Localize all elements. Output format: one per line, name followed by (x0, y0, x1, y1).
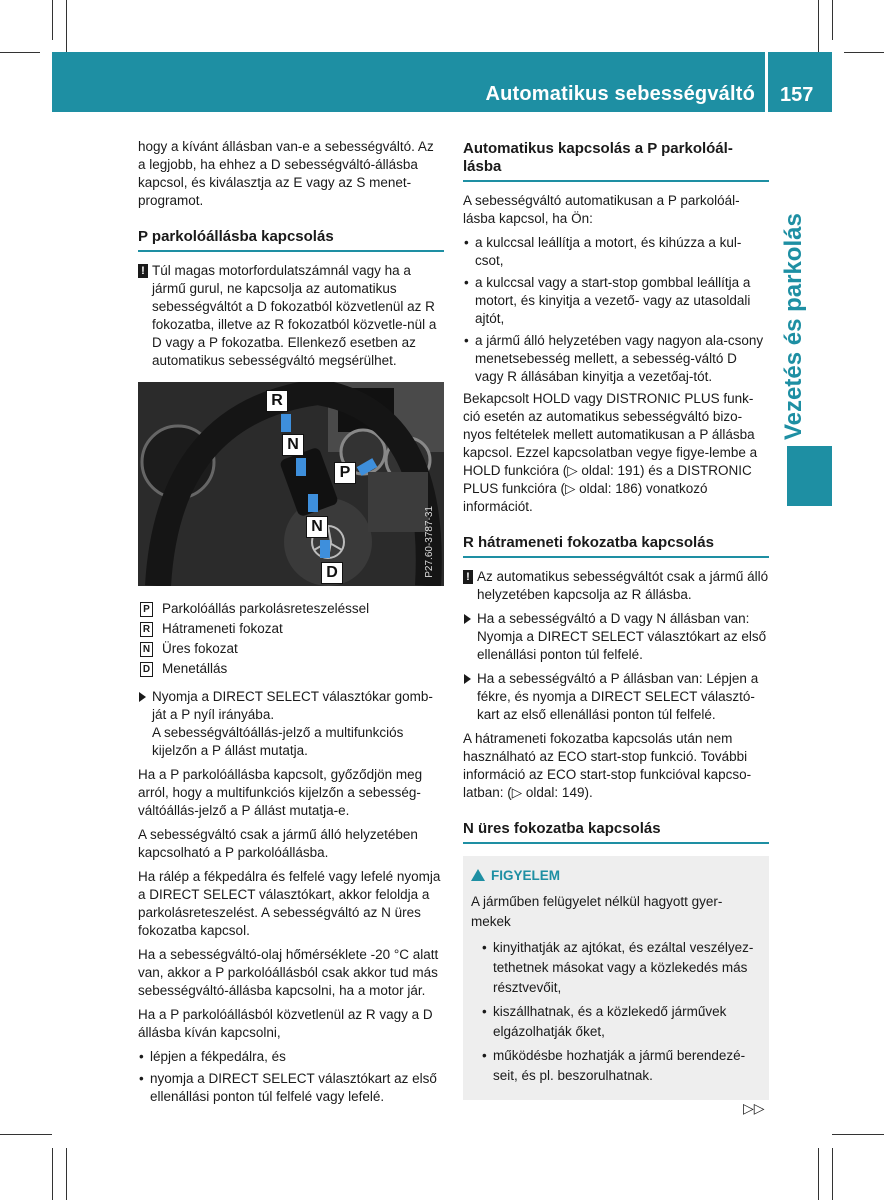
gear-selector-figure (138, 382, 444, 586)
list-item: • működésbe hozhatják a jármű berendezé-seit, és pl. beszorulhatnak. (481, 1046, 759, 1086)
gear-label-n-bottom: N (306, 516, 328, 538)
left-column (138, 138, 444, 1110)
gear-label-n-top: N (282, 434, 304, 456)
caution-note: ! Az automatikus sebességváltót csak a jármű álló helyzetében kapcsolja az R állásba. (463, 568, 769, 604)
arrow-up-icon (281, 414, 291, 432)
legend-item: D Menetállás (138, 660, 444, 678)
instruction-step: Ha a sebességváltó a P állásban van: Lépjen a fékre, és nyomja a DIRECT SELECT választó-kart az első ellenállási ponton túl felfelé. (463, 670, 769, 724)
list-item: • kinyithatják az ajtókat, és ezáltal veszélyez-tethetnek másokat vagy a közlekedés más résztvevőit, (481, 938, 759, 998)
list-item: • a jármű álló helyzetében vagy nagyon ala-csony menetsebesség mellett, a sebesség-váltó D vagy R állásában kinyitja a vezetőaj-tót. (463, 332, 769, 386)
crop-mark (0, 52, 40, 53)
step-arrow-icon (464, 674, 471, 684)
crop-mark (818, 0, 819, 52)
crop-mark (0, 1134, 52, 1135)
step-arrow-icon (464, 614, 471, 624)
warning-intro: A járműben felügyelet nélkül hagyott gyer-mekek (471, 894, 723, 929)
arrow-up-icon (296, 458, 306, 476)
crop-mark (832, 1134, 884, 1135)
figure-legend (138, 600, 444, 678)
paragraph: Ha a sebességváltó-olaj hőmérséklete -20 °C alatt van, akkor a P parkolóállásból csak akkor tud más sebességváltó-állásba kapcsolni, ha a motor jár. (138, 947, 439, 998)
key-p-icon: P (140, 602, 153, 617)
warning-triangle-icon (471, 869, 485, 881)
list-item: • a kulccsal vagy a start-stop gombbal leállítja a motort, és kinyitja a vezető- vagy az utasoldali ajtót, (463, 274, 769, 328)
crop-mark (844, 52, 884, 53)
legend-item: R Hátrameneti fokozat (138, 620, 444, 638)
paragraph: A sebességváltó automatikusan a P parkolóál-lásba kapcsol, ha Ön: (463, 193, 740, 226)
right-column (463, 138, 769, 1100)
paragraph: Ha a P parkolóállásba kapcsolt, győződjön meg arról, hogy a multifunkciós kijelzőn a sebesség-váltóállás-jelző a P állást mutatja-e. (138, 767, 423, 818)
section-heading-reverse: R hátrameneti fokozatba kapcsolás (463, 534, 769, 558)
paragraph: A sebességváltó csak a jármű álló helyzetében kapcsolható a P parkolóállásba. (138, 827, 418, 860)
arrow-down-icon (320, 540, 330, 558)
figure-code: P27.60-3787-31 (424, 506, 435, 578)
step-result: A sebességváltóállás-jelző a multifunkciós kijelzőn a P állást mutatja. (152, 725, 404, 758)
list-item: • nyomja a DIRECT SELECT választókart az első ellenállási ponton túl felfelé vagy lefelé. (138, 1070, 444, 1106)
header-bar (52, 52, 765, 112)
crop-mark (66, 1148, 67, 1200)
instruction-step: Ha a sebességváltó a D vagy N állásban van: Nyomja a DIRECT SELECT választókart az első ellenállási ponton túl felfelé. (463, 610, 769, 664)
instruction-step: Nyomja a DIRECT SELECT választókar gomb-ját a P nyíl irányába. A sebességváltóállás-jelző a multifunkciós kijelzőn a P állást mutatja. (138, 688, 444, 760)
exclamation-icon: ! (138, 264, 148, 278)
crop-mark (818, 1148, 819, 1200)
section-heading-neutral: N üres fokozatba kapcsolás (463, 820, 769, 844)
intro-paragraph: hogy a kívánt állásban van-e a sebességváltó. Az a legjobb, ha ehhez a D sebességváltó-állásba kapcsol, és kiválasztja az E vagy az S menet-programot. (138, 139, 434, 208)
key-n-icon: N (140, 642, 153, 657)
section-heading-auto-park: Automatikus kapcsolás a P parkolóál-lásba (463, 140, 769, 182)
exclamation-icon: ! (463, 570, 473, 584)
gear-label-r: R (266, 390, 288, 412)
paragraph: Ha a P parkolóállásból közvetlenül az R vagy a D állásba kíván kapcsolni, (138, 1007, 433, 1040)
key-r-icon: R (140, 622, 153, 637)
warning-title: FIGYELEM (471, 866, 759, 886)
crop-mark (52, 0, 53, 40)
arrow-down-icon (308, 494, 318, 512)
paragraph: Ha rálép a fékpedálra és felfelé vagy lefelé nyomja a DIRECT SELECT választókart, akkor feloldja a parkolásreteszelést. A sebességváltó az N üres fokozatba kapcsol. (138, 869, 441, 938)
paragraph: Bekapcsolt HOLD vagy DISTRONIC PLUS funk-ció esetén az automatikus sebességváltó bizo-nyos feltételek mellett automatikusan a P állásba kapcsol. Ezzel kapcsolatban vegye figye-lembe a HOLD funkcióra (▷ oldal: 191) és a DISTRONIC PLUS funkcióra (▷ oldal: 186) vonatkozó információt. (463, 391, 758, 514)
key-d-icon: D (140, 662, 153, 677)
steering-wheel-illustration (138, 382, 444, 586)
list-item: • a kulccsal leállítja a motort, és kihúzza a kul-csot, (463, 234, 769, 270)
crop-mark (832, 0, 833, 40)
list-item: • lépjen a fékpedálra, és (138, 1048, 444, 1066)
gear-label-p: P (334, 462, 356, 484)
chapter-title: Automatikus sebességváltó (485, 83, 755, 105)
crop-mark (66, 0, 67, 52)
warning-box (463, 856, 769, 1100)
section-heading-park: P parkolóállásba kapcsolás (138, 228, 444, 252)
continue-marker: ▷▷ (743, 1100, 765, 1116)
paragraph: A hátrameneti fokozatba kapcsolás után nem használható az ECO start-stop funkció. További információ az ECO start-stop funkcióval kapcso-latban: (▷ oldal: 149). (463, 731, 752, 800)
caution-note (138, 262, 444, 370)
legend-item: P Parkolóállás parkolásreteszeléssel (138, 600, 444, 618)
crop-mark (52, 1148, 53, 1200)
side-tab-marker (787, 446, 832, 506)
caution-text: Túl magas motorfordulatszámnál vagy ha a jármű gurul, ne kapcsolja az automatikus sebességváltót a D fokozatból közvetlenül az R fokozatba, illetve az R fokozatból közvetle-nül a D vagy a P fokozatba. Ellenkező esetben az automatikus sebességváltó megsérülhet. (152, 263, 437, 368)
legend-item: N Üres fokozat (138, 640, 444, 658)
gear-label-d: D (321, 562, 343, 584)
step-arrow-icon (139, 692, 146, 702)
list-item: • kiszállhatnak, és a közlekedő járművek elgázolhatják őket, (481, 1002, 759, 1042)
page-number: 157 (780, 84, 814, 106)
crop-mark (832, 1148, 833, 1200)
